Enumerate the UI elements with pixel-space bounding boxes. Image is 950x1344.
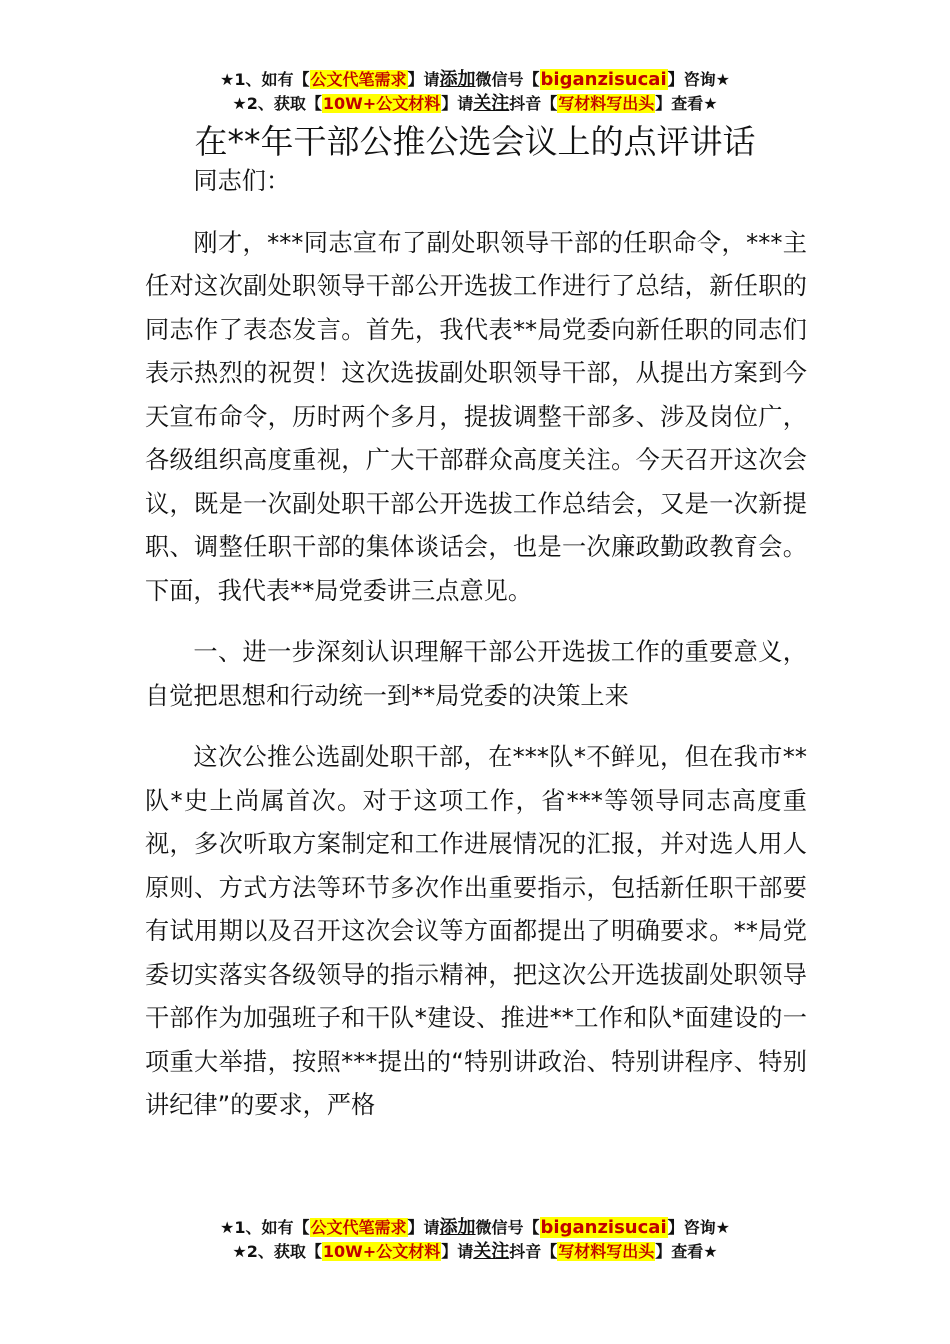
promo-text: ★1、如有【 [220, 1218, 310, 1237]
promo-douyin-name: 写材料写出头 [558, 94, 655, 113]
promo-line-1 [0, 68, 950, 92]
promo-text: 】请 [407, 70, 440, 89]
promo-text: ★1、如有【 [220, 70, 310, 89]
promo-banner-top [0, 68, 950, 116]
document-title: 在**年干部公推公选会议上的点评讲话 [194, 122, 756, 161]
promo-highlight: 公文代笔需求 [310, 1218, 407, 1237]
promo-text: 抖音【 [509, 1242, 558, 1261]
promo-text: 】咨询★ [667, 1218, 730, 1237]
promo-wechat-id: biganzisucai [540, 69, 667, 90]
promo-wechat-id: biganzisucai [540, 1217, 667, 1238]
promo-text: 微信号【 [475, 70, 540, 89]
promo-line-2 [0, 1240, 950, 1264]
greeting: 同志们： [193, 167, 291, 195]
promo-text: 】查看★ [655, 1242, 718, 1261]
promo-emphasis: 关注 [473, 1241, 510, 1262]
promo-douyin-name: 写材料写出头 [558, 1242, 655, 1261]
promo-text: 】请 [441, 1242, 474, 1261]
promo-banner-bottom [0, 1216, 950, 1264]
promo-text: 】请 [407, 1218, 440, 1237]
section-heading-1: 一、进一步深刻认识理解干部公开选拔工作的重要意义，自觉把思想和行动统一到**局党委的决策上来 [145, 638, 807, 710]
promo-highlight: 10W+公文材料 [322, 1242, 441, 1261]
promo-text: 抖音【 [509, 94, 558, 113]
promo-line-2 [0, 92, 950, 116]
promo-text: ★2、获取【 [232, 94, 322, 113]
document-body [145, 160, 807, 1128]
promo-text: ★2、获取【 [232, 1242, 322, 1261]
promo-text: 】咨询★ [667, 70, 730, 89]
promo-emphasis: 添加 [439, 1217, 476, 1238]
promo-emphasis: 关注 [473, 93, 510, 114]
paragraph-body: 这次公推公选副处职干部，在***队*不鲜见，但在我市**队*史上尚属首次。对于这项工作，省***等领导同志高度重视，多次听取方案制定和工作进展情况的汇报，并对选人用人原则、方式方法等环节多次作出重要指示，包括新任职干部要有试用期以及召开这次会议等方面都提出了明确要求。**局党委切实落实各级领导的指示精神，把这次公开选拔副处职领导干部作为加强班子和干队*建设、推进**工作和队*面建设的一项重大举措，按照***提出的“特别讲政治、特别讲程序、特别讲纪律”的要求，严格 [145, 743, 807, 1119]
promo-highlight: 公文代笔需求 [310, 70, 407, 89]
promo-line-1 [0, 1216, 950, 1240]
promo-emphasis: 添加 [439, 69, 476, 90]
promo-text: 微信号【 [475, 1218, 540, 1237]
paragraph-intro: 刚才，***同志宣布了副处职领导干部的任职命令，***主任对这次副处职领导干部公开选拔工作进行了总结，新任职的同志作了表态发言。首先，我代表**局党委向新任职的同志们表示热烈的祝贺！这次选拔副处职领导干部，从提出方案到今天宣布命令，历时两个多月，提拔调整干部多、涉及岗位广，各级组织高度重视，广大干部群众高度关注。今天召开这次会议，既是一次副处职干部公开选拔工作总结会，又是一次新提职、调整任职干部的集体谈话会，也是一次廉政勤政教育会。下面，我代表**局党委讲三点意见。 [145, 228, 807, 605]
promo-highlight: 10W+公文材料 [322, 94, 441, 113]
promo-text: 】查看★ [655, 94, 718, 113]
promo-text: 】请 [441, 94, 474, 113]
